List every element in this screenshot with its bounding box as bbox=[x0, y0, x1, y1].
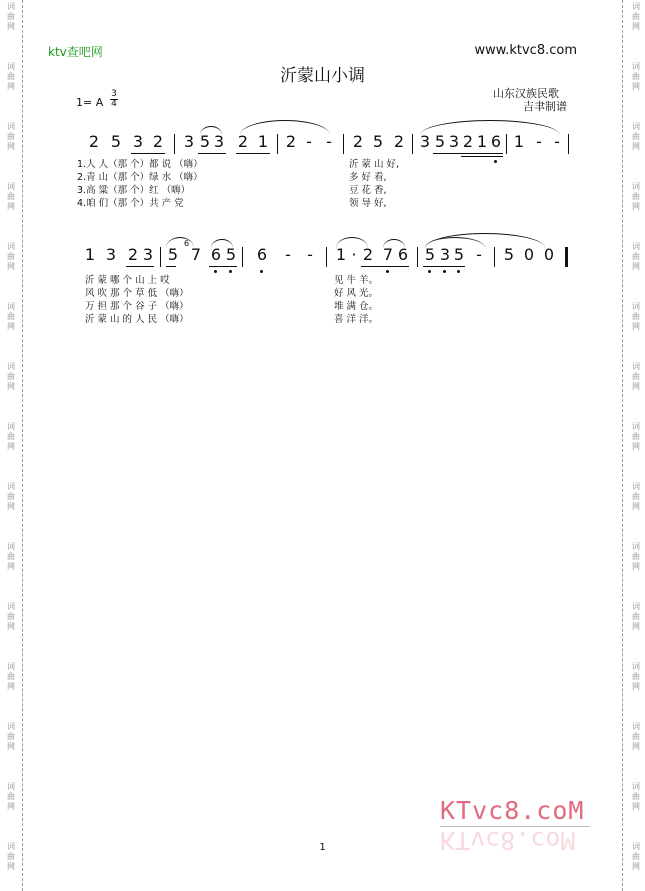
slur bbox=[420, 120, 560, 135]
watermark-glyph: 曲 bbox=[632, 132, 640, 141]
note: 1 bbox=[513, 132, 525, 151]
watermark-glyph: 曲 bbox=[632, 72, 640, 81]
watermark-glyph: 网 bbox=[632, 682, 640, 691]
slur bbox=[336, 237, 368, 248]
lyric-line: 1.人 人（那 个）都 说 （嗨） bbox=[77, 159, 203, 170]
watermark-glyph: 词 bbox=[7, 842, 15, 851]
watermark-glyph: 词 bbox=[632, 542, 640, 551]
barline bbox=[174, 134, 175, 154]
watermark-glyph: 词 bbox=[7, 542, 15, 551]
barline bbox=[160, 247, 161, 267]
watermark-glyph-group bbox=[628, 782, 644, 812]
note: 5 bbox=[199, 132, 211, 151]
watermark-glyph: 曲 bbox=[7, 732, 15, 741]
note: 5 bbox=[225, 245, 237, 264]
watermark-glyph: 曲 bbox=[7, 192, 15, 201]
watermark-glyph: 曲 bbox=[632, 12, 640, 21]
watermark-glyph-group bbox=[3, 2, 19, 32]
watermark-glyph: 网 bbox=[632, 502, 640, 511]
slur bbox=[383, 239, 405, 248]
watermark-glyph-group bbox=[3, 602, 19, 632]
note: 2 bbox=[362, 245, 374, 264]
watermark-glyph: 网 bbox=[7, 82, 15, 91]
barline bbox=[343, 134, 344, 154]
site-logo-reflection: KTvc8.coM bbox=[440, 826, 576, 855]
watermark-glyph: 词 bbox=[632, 482, 640, 491]
watermark-glyph: 网 bbox=[7, 502, 15, 511]
barline bbox=[242, 247, 243, 267]
underline bbox=[461, 156, 503, 157]
watermark-glyph: 曲 bbox=[7, 372, 15, 381]
watermark-glyph: 词 bbox=[632, 182, 640, 191]
note: 3 bbox=[142, 245, 154, 264]
note: 1 bbox=[84, 245, 96, 264]
watermark-glyph-group bbox=[3, 782, 19, 812]
watermark-glyph: 词 bbox=[7, 722, 15, 731]
watermark-glyph: 曲 bbox=[632, 492, 640, 501]
watermark-glyph: 曲 bbox=[7, 72, 15, 81]
note: · bbox=[351, 245, 357, 264]
note: 5 bbox=[424, 245, 436, 264]
barline bbox=[412, 134, 413, 154]
watermark-glyph-group bbox=[628, 662, 644, 692]
note: 5 bbox=[110, 132, 122, 151]
octave-dot bbox=[229, 270, 232, 273]
watermark-glyph: 曲 bbox=[632, 852, 640, 861]
note: 6 bbox=[490, 132, 502, 151]
watermark-glyph: 网 bbox=[7, 562, 15, 571]
note: 2 bbox=[127, 245, 139, 264]
barline bbox=[506, 134, 507, 154]
watermark-glyph: 网 bbox=[7, 22, 15, 31]
watermark-glyph-group bbox=[3, 182, 19, 212]
watermark-glyph: 词 bbox=[7, 782, 15, 791]
octave-dot bbox=[386, 270, 389, 273]
barline bbox=[494, 247, 495, 267]
watermark-glyph: 网 bbox=[632, 622, 640, 631]
watermark-glyph: 曲 bbox=[7, 612, 15, 621]
watermark-glyph-group bbox=[3, 542, 19, 572]
watermark-glyph: 词 bbox=[7, 122, 15, 131]
lyric-line: 豆 花 香, bbox=[349, 185, 387, 196]
underline bbox=[209, 266, 237, 267]
lyric-line: 堆 满 仓。 bbox=[334, 301, 379, 312]
watermark-glyph: 词 bbox=[632, 2, 640, 11]
watermark-glyph: 网 bbox=[632, 862, 640, 871]
watermark-glyph: 曲 bbox=[7, 312, 15, 321]
watermark-glyph: 曲 bbox=[632, 732, 640, 741]
note: 3 bbox=[213, 132, 225, 151]
lyric-line: 风 吹 那 个 草 低 （嗨） bbox=[85, 288, 189, 299]
time-signature-bottom: 4 bbox=[111, 99, 117, 109]
watermark-glyph: 网 bbox=[7, 622, 15, 631]
underline bbox=[361, 266, 409, 267]
note: - bbox=[306, 132, 312, 151]
note: - bbox=[554, 132, 560, 151]
watermark-glyph: 曲 bbox=[7, 552, 15, 561]
slur bbox=[200, 126, 222, 135]
watermark-glyph: 网 bbox=[7, 742, 15, 751]
octave-dot bbox=[494, 160, 497, 163]
octave-dot bbox=[428, 270, 431, 273]
lyric-line: 沂 蒙 山 的 人 民 （嗨） bbox=[85, 314, 189, 325]
watermark-glyph: 曲 bbox=[632, 192, 640, 201]
watermark-glyph-group bbox=[3, 482, 19, 512]
lyric-line: 沂 蒙 山 好, bbox=[349, 159, 400, 170]
watermark-glyph: 网 bbox=[632, 202, 640, 211]
note: - bbox=[536, 132, 542, 151]
lyric-line: 2.青 山（那 个）绿 水 （嗨） bbox=[77, 172, 203, 183]
site-url-right: www.ktvc8.com bbox=[474, 43, 577, 58]
note: 3 bbox=[448, 132, 460, 151]
score-line-2 bbox=[0, 239, 645, 279]
note: 1 bbox=[257, 132, 269, 151]
watermark-glyph: 网 bbox=[632, 82, 640, 91]
watermark-glyph: 词 bbox=[7, 602, 15, 611]
watermark-glyph: 曲 bbox=[7, 252, 15, 261]
octave-dot bbox=[457, 270, 460, 273]
slur bbox=[211, 239, 233, 248]
watermark-glyph: 网 bbox=[632, 382, 640, 391]
watermark-glyph-group bbox=[628, 2, 644, 32]
watermark-glyph: 网 bbox=[7, 862, 15, 871]
note: 6 bbox=[256, 245, 268, 264]
lyric-line: 3.高 粱（那 个）红 （嗨） bbox=[77, 185, 191, 196]
note: 3 bbox=[439, 245, 451, 264]
watermark-glyph-group bbox=[628, 182, 644, 212]
lyric-line: 喜 洋 洋。 bbox=[334, 314, 379, 325]
watermark-glyph: 词 bbox=[632, 422, 640, 431]
note: 3 bbox=[132, 132, 144, 151]
watermark-glyph: 曲 bbox=[7, 432, 15, 441]
time-signature-top: 3 bbox=[111, 89, 117, 99]
grace-note: 6 bbox=[184, 239, 190, 248]
watermark-glyph: 网 bbox=[7, 442, 15, 451]
watermark-glyph: 网 bbox=[7, 322, 15, 331]
watermark-glyph: 网 bbox=[632, 562, 640, 571]
watermark-glyph: 曲 bbox=[7, 132, 15, 141]
note: 0 bbox=[543, 245, 555, 264]
octave-dot bbox=[214, 270, 217, 273]
watermark-glyph: 网 bbox=[632, 442, 640, 451]
watermark-glyph: 词 bbox=[632, 62, 640, 71]
watermark-glyph-group bbox=[628, 482, 644, 512]
slur bbox=[166, 237, 194, 248]
watermark-glyph: 曲 bbox=[632, 552, 640, 561]
watermark-glyph-group bbox=[628, 602, 644, 632]
watermark-glyph: 曲 bbox=[632, 252, 640, 261]
watermark-glyph: 网 bbox=[632, 802, 640, 811]
note: - bbox=[285, 245, 291, 264]
site-logo: KTvc8.coM bbox=[440, 796, 585, 825]
note: 6 bbox=[397, 245, 409, 264]
watermark-glyph: 曲 bbox=[632, 312, 640, 321]
watermark-glyph: 词 bbox=[632, 302, 640, 311]
underline bbox=[131, 153, 165, 154]
barline bbox=[277, 134, 278, 154]
underline bbox=[198, 153, 226, 154]
note: 2 bbox=[285, 132, 297, 151]
watermark-glyph: 词 bbox=[7, 302, 15, 311]
lyric-line: 沂 蒙 哪 个 山 上 哎 bbox=[85, 275, 170, 286]
octave-dot bbox=[443, 270, 446, 273]
note: - bbox=[307, 245, 313, 264]
note: 2 bbox=[462, 132, 474, 151]
note: 2 bbox=[352, 132, 364, 151]
song-arranger: 吉聿制谱 bbox=[523, 100, 567, 113]
lyric-line: 多 好 看, bbox=[349, 172, 387, 183]
watermark-glyph: 词 bbox=[7, 182, 15, 191]
lyric-line: 领 导 好, bbox=[349, 198, 387, 209]
watermark-glyph: 网 bbox=[632, 142, 640, 151]
note: 2 bbox=[152, 132, 164, 151]
watermark-glyph: 词 bbox=[7, 62, 15, 71]
watermark-glyph: 网 bbox=[632, 322, 640, 331]
underline bbox=[126, 266, 154, 267]
watermark-glyph: 网 bbox=[7, 382, 15, 391]
note: 3 bbox=[419, 132, 431, 151]
watermark-glyph: 词 bbox=[632, 602, 640, 611]
note: 7 bbox=[190, 245, 202, 264]
watermark-glyph: 曲 bbox=[632, 372, 640, 381]
watermark-glyph-group bbox=[3, 422, 19, 452]
watermark-glyph-group bbox=[3, 662, 19, 692]
lyric-line: 见 牛 羊。 bbox=[334, 275, 379, 286]
note: 2 bbox=[88, 132, 100, 151]
watermark-glyph: 曲 bbox=[7, 12, 15, 21]
site-name-left: ktv查吧网 bbox=[48, 45, 103, 59]
watermark-glyph: 曲 bbox=[7, 792, 15, 801]
watermark-glyph-group bbox=[3, 302, 19, 332]
note: 2 bbox=[393, 132, 405, 151]
watermark-glyph: 网 bbox=[7, 802, 15, 811]
watermark-glyph: 曲 bbox=[632, 612, 640, 621]
note: 5 bbox=[372, 132, 384, 151]
note: 6 bbox=[210, 245, 222, 264]
watermark-glyph: 网 bbox=[632, 22, 640, 31]
watermark-glyph: 词 bbox=[7, 662, 15, 671]
watermark-glyph: 网 bbox=[7, 262, 15, 271]
note: - bbox=[326, 132, 332, 151]
watermark-glyph: 词 bbox=[7, 422, 15, 431]
watermark-glyph: 词 bbox=[7, 482, 15, 491]
note: 5 bbox=[167, 245, 179, 264]
octave-dot bbox=[260, 270, 263, 273]
watermark-glyph: 词 bbox=[632, 722, 640, 731]
lyric-line: 4.咱 们（那 个）共 产 党 bbox=[77, 198, 184, 209]
barline bbox=[417, 247, 418, 267]
watermark-glyph-group bbox=[3, 362, 19, 392]
key-signature: 1= A bbox=[76, 96, 104, 109]
note: 5 bbox=[453, 245, 465, 264]
barline bbox=[568, 134, 569, 154]
note: - bbox=[476, 245, 482, 264]
watermark-glyph: 网 bbox=[7, 202, 15, 211]
note: 3 bbox=[183, 132, 195, 151]
watermark-glyph-group bbox=[628, 542, 644, 572]
watermark-glyph-group bbox=[628, 302, 644, 332]
final-barline bbox=[565, 247, 568, 267]
watermark-glyph-group bbox=[628, 362, 644, 392]
watermark-glyph: 曲 bbox=[7, 852, 15, 861]
watermark-glyph-group bbox=[628, 422, 644, 452]
underline bbox=[433, 153, 503, 154]
underline bbox=[236, 153, 270, 154]
watermark-glyph: 词 bbox=[632, 662, 640, 671]
slur bbox=[240, 120, 330, 135]
watermark-glyph: 曲 bbox=[632, 792, 640, 801]
barline bbox=[326, 247, 327, 267]
watermark-glyph: 网 bbox=[7, 142, 15, 151]
watermark-glyph: 词 bbox=[632, 362, 640, 371]
song-title: 沂蒙山小调 bbox=[280, 66, 365, 86]
watermark-glyph: 网 bbox=[632, 742, 640, 751]
lyric-line: 好 风 光。 bbox=[334, 288, 379, 299]
watermark-glyph: 网 bbox=[7, 682, 15, 691]
watermark-glyph: 词 bbox=[7, 362, 15, 371]
note: 1 bbox=[476, 132, 488, 151]
watermark-glyph: 词 bbox=[632, 782, 640, 791]
underline bbox=[423, 266, 465, 267]
note: 7 bbox=[382, 245, 394, 264]
page-number: 1 bbox=[319, 842, 326, 853]
watermark-glyph: 词 bbox=[7, 2, 15, 11]
note: 2 bbox=[237, 132, 249, 151]
watermark-glyph: 词 bbox=[632, 242, 640, 251]
time-signature bbox=[110, 90, 118, 109]
watermark-glyph: 网 bbox=[632, 262, 640, 271]
note: 5 bbox=[434, 132, 446, 151]
lyric-line: 万 担 那 个 谷 子 （嗨） bbox=[85, 301, 189, 312]
watermark-glyph: 词 bbox=[632, 842, 640, 851]
note: 3 bbox=[105, 245, 117, 264]
watermark-glyph-group bbox=[3, 722, 19, 752]
note: 1 bbox=[335, 245, 347, 264]
watermark-glyph: 曲 bbox=[632, 432, 640, 441]
song-origin: 山东汉族民歌 bbox=[493, 87, 559, 100]
watermark-glyph: 词 bbox=[7, 242, 15, 251]
watermark-glyph: 曲 bbox=[632, 672, 640, 681]
watermark-glyph: 曲 bbox=[7, 672, 15, 681]
note: 5 bbox=[503, 245, 515, 264]
watermark-glyph-group bbox=[628, 722, 644, 752]
note: 0 bbox=[523, 245, 535, 264]
underline bbox=[166, 266, 176, 267]
watermark-glyph: 曲 bbox=[7, 492, 15, 501]
watermark-glyph: 词 bbox=[632, 122, 640, 131]
